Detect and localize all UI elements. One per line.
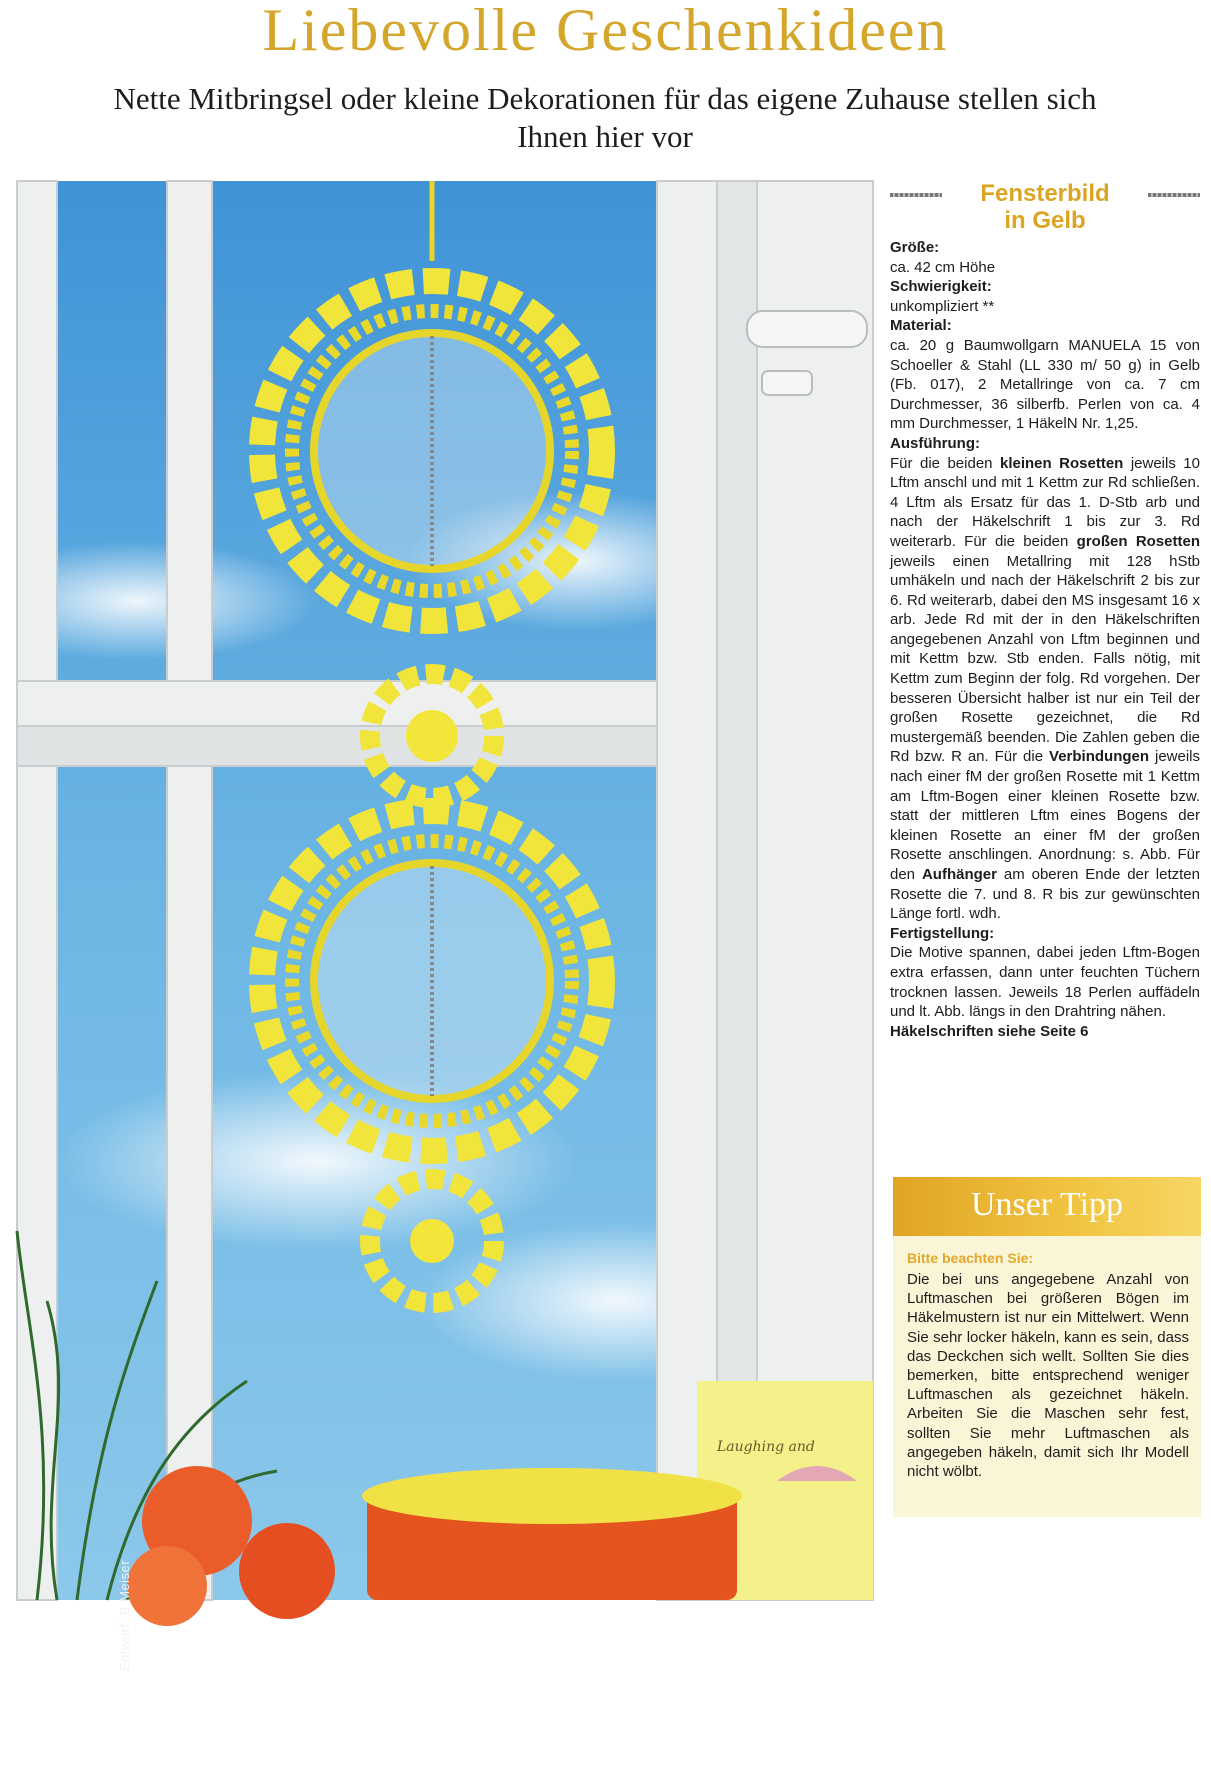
photo-credit: Entwurf: B.Meiser [117,1559,132,1671]
instructions-column [890,180,1200,1041]
exec-bold-connections: Verbindungen [1049,748,1150,766]
exec-bold-large-rosettes: großen Rosetten [1076,532,1200,550]
finish-text: Die Motive spannen, dabei jeden Lftm-Bogen extra erfassen, dann unter feuchten Tüchern trocknen lassen. Jeweils 18 Perlen auffädeln und lt. Abb. längs in den Drahtring nähen. [890,944,1200,1021]
heading-line-1: Fensterbild [980,180,1110,207]
article-body [890,238,1200,1041]
exec-part-5: am oberen Ende der letzten Rosette die 7. und 8. R bis zur gewünschten Länge fortl. wdh. [890,866,1200,923]
tip-title: Unser Tipp [893,1177,1201,1236]
material-text: ca. 20 g Baumwollgarn MANUELA 15 von Schoeller & Stahl (LL 330 m/ 50 g) in Gelb (Fb. 017), 2 Metallringe von ca. 7 cm Durchmesser, 36 silberfb. Perlen von ca. 4 mm Durchmesser, 1 HäkelN Nr. 1,25. [890,336,1200,433]
tip-box [893,1177,1201,1517]
exec-part-2: jeweils 10 Lftm anschl und mit 1 Kettm zur Rd schließen. 4 Lftm als Ersatz für das 1. D-Stb arb und nach der Häkelschrift 1 bis zur 3. Rd weiterarb. Für die beiden [890,454,1200,550]
page-subtitle: Nette Mitbringsel oder kleine Dekorationen für das eigene Zuhause stellen sich Ihnen hier vor [113,81,1097,154]
orange-tin [362,1468,742,1600]
article-heading [890,180,1200,234]
exec-bold-small-rosettes: kleinen Rosetten [1000,454,1124,472]
exec-part-4: jeweils nach einer fM der großen Rosette mit 1 Kettm am Lftm-Bogen einer kleinen Rosette bzw. statt der mittleren Lftm eines Bogens der kleinen Rosette an einer fM der großen Rosette anschlingen. Anordnung: s. Abb. Für den [890,748,1200,883]
size-label: Größe: [890,239,940,256]
charts-reference: Häkelschriften siehe Seite 6 [890,1022,1089,1040]
heading-line-2: in Gelb [1004,207,1086,234]
tip-subheading: Bitte beachten Sie: [907,1250,1034,1266]
page-title: Liebevolle Geschenkideen [262,0,949,63]
difficulty-label: Schwierigkeit: [890,278,992,296]
finish-label: Fertigstellung: [890,924,995,942]
window-hanging-photo [17,181,873,1766]
difficulty-value: unkompliziert ** [890,297,995,315]
execution-label: Ausführung: [890,434,980,452]
size-value: ca. 42 cm Höhe [890,258,996,276]
tip-text: Die bei uns angegebene Anzahl von Luftmaschen bei größeren Bögen im Häkelmustern ist nur ein Mittelwert. Wenn Sie sehr locker häkeln, kann es sein, dass das Deckchen sich wellt. Sollten Sie dies bemerken, bitte entsprechend weniger Luftmaschen als gezeichnet häkeln. Arbeiten Sie die Maschen sehr fest, sollten Sie mehr Luftmaschen als angegeben häkeln, damit sich Ihr Modell nicht wölbt. [907,1271,1189,1481]
card-text: Laughing and [717,1439,815,1455]
material-label: Material: [890,317,952,335]
exec-part-1: Für die beiden [890,454,1000,472]
heading-rule-right [1148,193,1200,197]
page-number: 10 [129,1746,150,1766]
exec-bold-hanger: Aufhänger [921,866,997,883]
execution-text [890,454,1200,924]
photo-illustration [17,181,873,1600]
exec-part-3: jeweils einen Metallring mit 128 hStb umhäkeln und nach der Häkelschrift 2 bis zur 6. Rd weiterarb, dabei den MS insgesamt 16 x arb. Jede Rd mit der in den Häkelschriften angegebenen Anzahl von Lftm beginnen und mit Kettm bzw. Stb enden. Falls nötig, mit Kettm zum Beginn der folg. Rd vorgehen. Der besseren Übersicht halber ist nur ein Teil der großen Rosette gezeichnet, die Rd mustergemäß beenden. Die Zahlen geben die Rd bzw. R an. Für die [890,552,1200,766]
heading-rule-left [890,193,942,197]
